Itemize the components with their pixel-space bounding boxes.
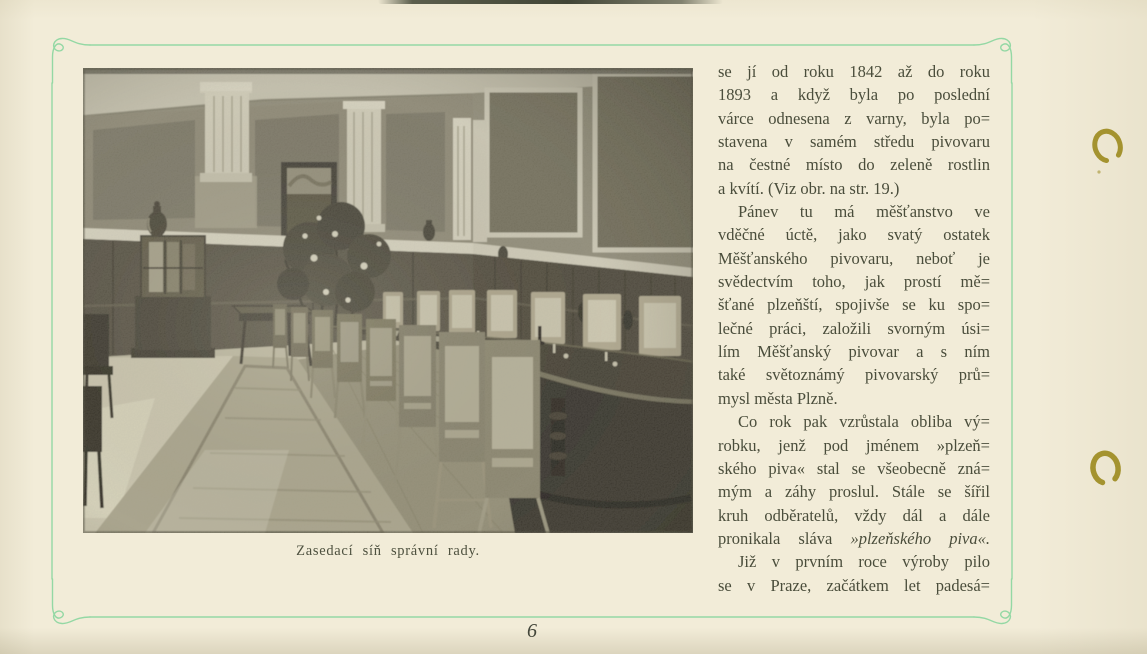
text-line: se jí od roku 1842 až do roku xyxy=(718,62,990,81)
text-line: lečné práci, založili svorným úsi= xyxy=(718,318,990,338)
text-segment: pronikala sláva xyxy=(718,528,851,548)
text-line: na čestné místo do zeleně rostlin xyxy=(718,155,990,175)
text-line: mysl města Plzně. xyxy=(718,388,838,408)
text-line: kruh odběratelů, vždy dál a dále xyxy=(718,505,990,525)
text-line: mým a záhy proslul. Stále se šířil xyxy=(718,482,990,502)
text-line: Již v prvním roce výroby pilo xyxy=(738,552,990,572)
text-line: šťané plzeňští, spojivše se ku spo= xyxy=(718,295,990,315)
text-line: vděčné úctě, jako svatý ostatek xyxy=(718,225,990,245)
page-number: 6 xyxy=(527,620,537,642)
text-line: se v Praze, začátkem let padesá= xyxy=(718,575,990,595)
text-line: a kvítí. (Viz obr. na str. 19.) xyxy=(718,178,900,198)
photo-caption: Zasedací síň správní rady. xyxy=(296,543,480,559)
text-line: stavena v samém středu pivovaru xyxy=(718,132,990,152)
text-line: také světoznámý pivovarský prů= xyxy=(718,365,990,385)
binding-ring-fleck xyxy=(1097,170,1100,173)
text-line: Pánev tu má měšťanstvo ve xyxy=(738,202,990,222)
text-line: ského piva« stal se všeobecně zná= xyxy=(718,458,990,478)
italic-phrase: »plzeňského piva«. xyxy=(850,528,990,548)
text-line: várce odnesena z varny, byla po= xyxy=(718,108,990,128)
text-line: Co rok pak vzrůstala obliba vý= xyxy=(738,412,990,432)
text-line: lím Měšťanský pivovar a s ním xyxy=(718,342,990,362)
binding-ring-top xyxy=(1091,128,1124,163)
text-line: svědectvím toho, jak prostí mě= xyxy=(718,272,990,292)
text-line: 1893 a když byla po poslední xyxy=(718,85,990,105)
text-line: Měšťanského pivovaru, neboť je xyxy=(718,248,990,268)
binding-ring-bottom xyxy=(1091,451,1121,483)
text-line: robku, jenž pod jménem »plzeň= xyxy=(718,435,990,455)
